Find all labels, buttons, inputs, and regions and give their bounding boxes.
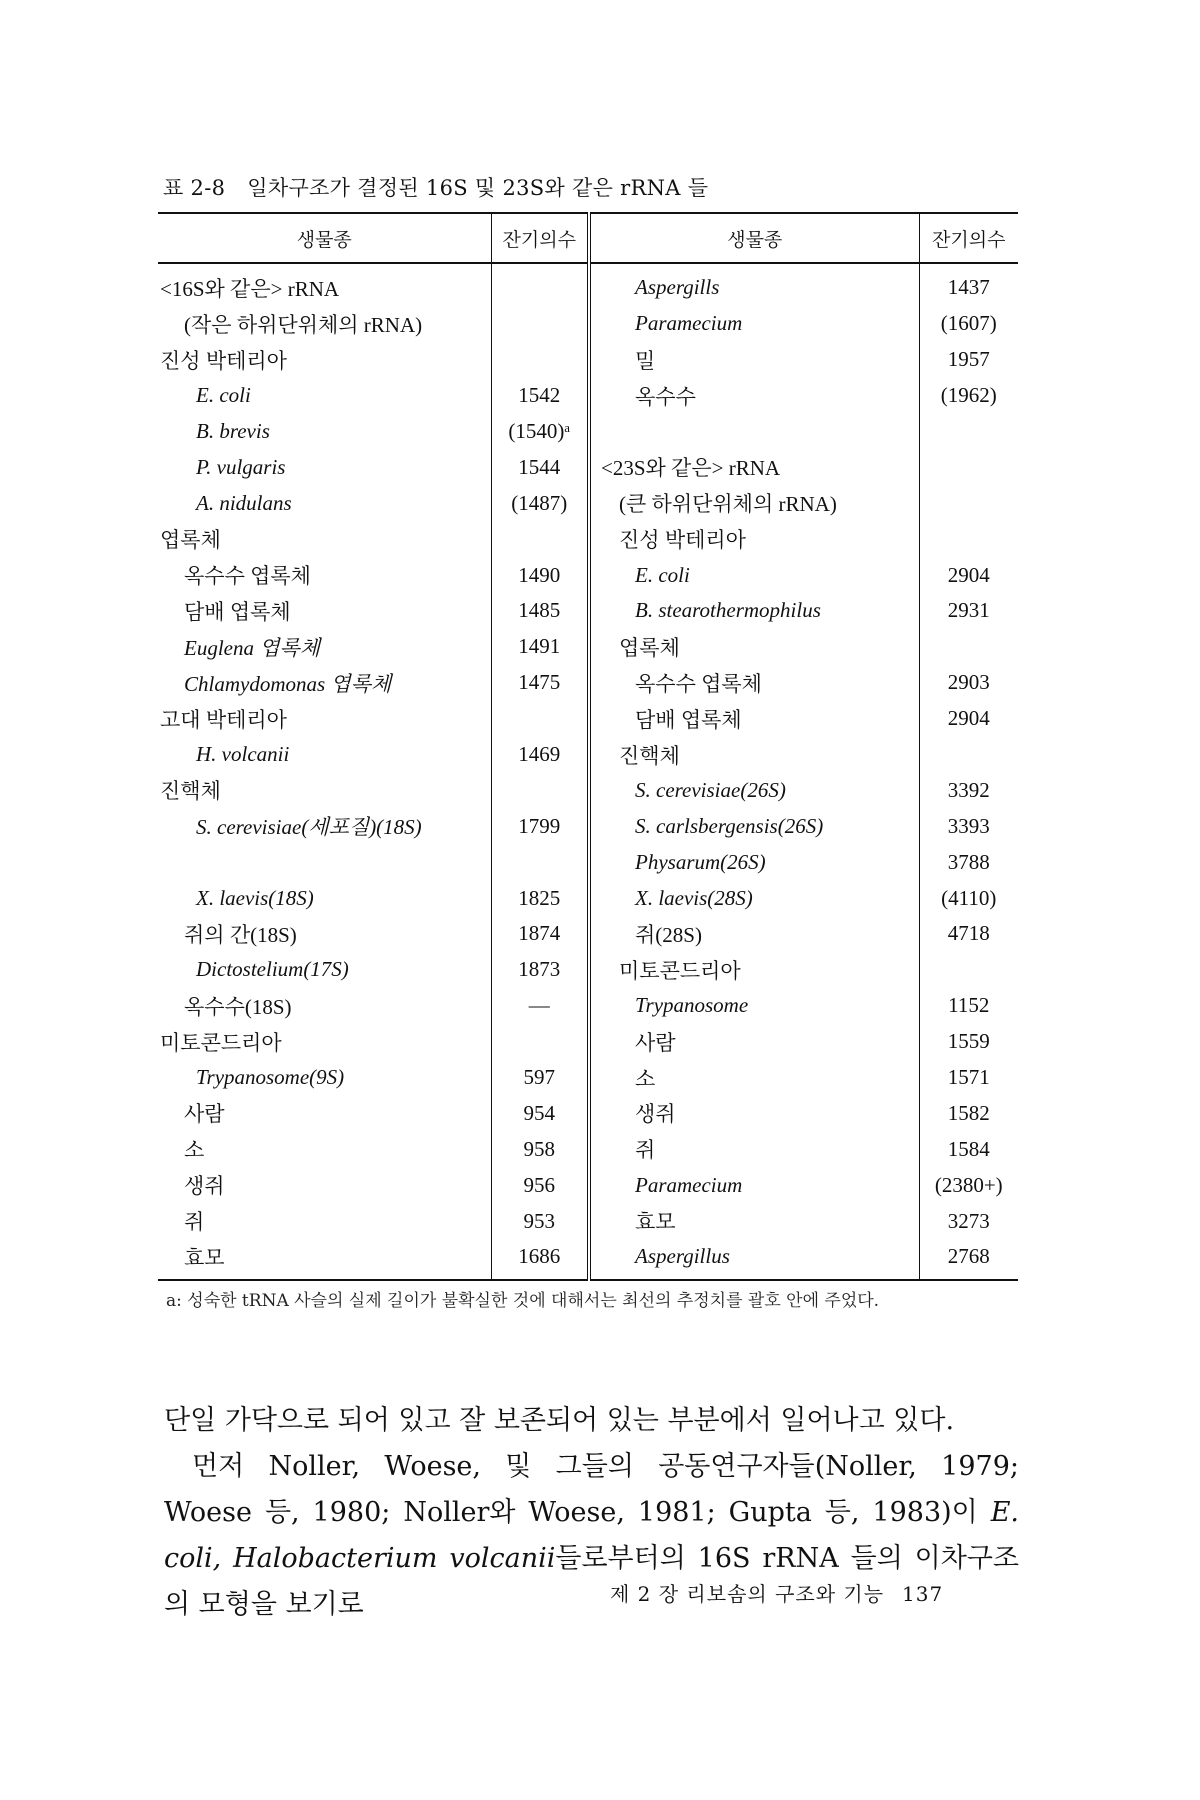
table-row [158, 593, 1018, 629]
table-row [158, 1167, 1018, 1203]
cell-residues-right: 2904 [919, 557, 1018, 593]
table-row [158, 844, 1018, 880]
cell-residues-right: 3273 [919, 1203, 1018, 1239]
cell-species-right: 진핵체 [589, 737, 919, 773]
cell-species-right: Paramecium [589, 306, 919, 342]
table-row [158, 1060, 1018, 1096]
table-row [158, 737, 1018, 773]
cell-residues-right: 1957 [919, 342, 1018, 378]
body-paragraph-part: 먼저 Noller, Woese, 및 그들의 공동연구자들(Noller, 1979; Woese 등, 1980; Noller와 Woese, 1981; Gupta 등, 1983)이 [164, 1451, 1019, 1528]
cell-species-right: 미토콘드리아 [589, 952, 919, 988]
cell-species-left: <16S와 같은> rRNA [160, 276, 340, 301]
table-title: 일차구조가 결정된 16S 및 23S와 같은 rRNA 들 [247, 176, 709, 200]
cell-residues-left: 958 [491, 1131, 589, 1167]
cell-species-left: 엽록체 [160, 528, 221, 553]
cell-residues-left [491, 342, 589, 378]
cell-species-right: 엽록체 [589, 629, 919, 665]
cell-species-right: 사람 [589, 1024, 919, 1060]
cell-residues-left [491, 844, 589, 880]
table-row [158, 1024, 1018, 1060]
cell-species-right: 소 [589, 1060, 919, 1096]
cell-residues-right: 4718 [919, 916, 1018, 952]
cell-species-right [589, 414, 919, 450]
cell-species-right: 진성 박테리아 [589, 521, 919, 557]
cell-species-left: B. brevis [196, 419, 270, 443]
table-caption [163, 172, 1023, 202]
cell-species-left: Chlamydomonas 엽록체 [184, 671, 392, 696]
table-row [158, 521, 1018, 557]
cell-residues-right: 2768 [919, 1239, 1018, 1280]
cell-residues-right: 1582 [919, 1095, 1018, 1131]
table-number: 표 2-8 [163, 176, 226, 200]
cell-species-right: Physarum(26S) [589, 844, 919, 880]
cell-species-left: 진핵체 [160, 779, 221, 804]
cell-species-left: E. coli [196, 383, 251, 408]
cell-residues-right: (2380+) [919, 1167, 1018, 1203]
table-row [158, 952, 1018, 988]
cell-species-right: Paramecium [589, 1167, 919, 1203]
cell-residues-left [491, 701, 589, 737]
cell-residues-left: 1475 [491, 665, 589, 701]
table-row [158, 1203, 1018, 1239]
cell-residues-left: 1544 [491, 449, 589, 485]
cell-species-left: 소 [184, 1138, 205, 1163]
cell-residues-left [491, 263, 589, 306]
cell-residues-right [919, 521, 1018, 557]
cell-species-left: P. vulgaris [196, 454, 286, 479]
cell-species-left: A. nidulans [196, 490, 292, 515]
cell-residues-left: 1491 [491, 629, 589, 665]
cell-residues-left [491, 1024, 589, 1060]
cell-species-left: X. laevis(18S) [196, 885, 314, 910]
page-footer [610, 1578, 943, 1607]
cell-residues-right: (1962) [919, 378, 1018, 414]
cell-species-left: 옥수수(18S) [184, 994, 292, 1019]
table-row [158, 1095, 1018, 1131]
cell-species-right: E. coli [589, 557, 919, 593]
cell-species-right: Aspergills [589, 263, 919, 306]
cell-species-left: (작은 하위단위체의 rRNA) [184, 312, 423, 337]
cell-residues-right: 1571 [919, 1060, 1018, 1096]
cell-residues-left: 954 [491, 1095, 589, 1131]
cell-species-right: 생쥐 [589, 1095, 919, 1131]
cell-species-right: (큰 하위단위체의 rRNA) [589, 485, 919, 521]
cell-residues-right: 2904 [919, 701, 1018, 737]
cell-residues-left: — [491, 988, 589, 1024]
cell-species-right: 효모 [589, 1203, 919, 1239]
cell-species-left: S. cerevisiae(세포질)(18S) [196, 815, 422, 840]
cell-residues-left [491, 306, 589, 342]
cell-residues-right: 3393 [919, 808, 1018, 844]
cell-residues-right [919, 449, 1018, 485]
body-species: E. coli, Halobacterium volcanii [164, 1497, 1019, 1574]
cell-species-right: X. laevis(28S) [589, 880, 919, 916]
table-row [158, 880, 1018, 916]
table-row [158, 378, 1018, 414]
table-row [158, 665, 1018, 701]
header-species-left: 생물종 [158, 213, 491, 263]
cell-species-left: 효모 [158, 1239, 491, 1280]
cell-residues-left: (1487) [491, 485, 589, 521]
cell-residues-left [491, 521, 589, 557]
table-row [158, 263, 1018, 306]
cell-species-left [158, 844, 491, 880]
cell-residues-left: (1540)ᵃ [491, 414, 589, 450]
cell-species-right: 옥수수 [589, 378, 919, 414]
cell-species-left: Dictostelium(17S) [196, 957, 349, 982]
cell-residues-left: 1799 [491, 808, 589, 844]
table-row [158, 342, 1018, 378]
cell-residues-left: 1485 [491, 593, 589, 629]
cell-residues-right: 1559 [919, 1024, 1018, 1060]
cell-species-right: 담배 엽록체 [589, 701, 919, 737]
table-row [158, 449, 1018, 485]
cell-residues-right: 2903 [919, 665, 1018, 701]
cell-species-right: <23S와 같은> rRNA [589, 449, 919, 485]
cell-species-right: 쥐(28S) [589, 916, 919, 952]
table-body [158, 263, 1018, 1280]
cell-species-right: Trypanosome [589, 988, 919, 1024]
cell-residues-right [919, 737, 1018, 773]
cell-species-left: 담배 엽록체 [184, 599, 291, 624]
cell-species-left: 쥐의 간(18S) [184, 922, 297, 947]
cell-residues-right: 2931 [919, 593, 1018, 629]
cell-species-left: H. volcanii [196, 742, 290, 767]
cell-residues-left: 953 [491, 1203, 589, 1239]
table-row [158, 485, 1018, 521]
cell-species-left: 고대 박테리아 [160, 707, 287, 732]
cell-species-left: 진성 박테리아 [160, 348, 287, 373]
cell-species-right: B. stearothermophilus [589, 593, 919, 629]
table-row [158, 629, 1018, 665]
cell-residues-left: 1490 [491, 557, 589, 593]
header-residues-right: 잔기의수 [919, 213, 1018, 263]
cell-species-right: S. carlsbergensis(26S) [589, 808, 919, 844]
cell-residues-left: 1873 [491, 952, 589, 988]
table-header-row [158, 213, 1018, 263]
table-row [158, 772, 1018, 808]
table-row [158, 1131, 1018, 1167]
cell-residues-right [919, 485, 1018, 521]
cell-residues-right [919, 629, 1018, 665]
cell-residues-left: 1825 [491, 880, 589, 916]
cell-residues-right: 1584 [919, 1131, 1018, 1167]
cell-species-left: 쥐 [184, 1210, 205, 1235]
cell-residues-right: 1437 [919, 263, 1018, 306]
table-row [158, 808, 1018, 844]
table-row [158, 701, 1018, 737]
running-head: 제 2 장 리보솜의 구조와 기능 [610, 1582, 885, 1606]
table-row [158, 414, 1018, 450]
table-row [158, 988, 1018, 1024]
cell-residues-right: (4110) [919, 880, 1018, 916]
cell-species-right: 밀 [589, 342, 919, 378]
body-line: 단일 가닥으로 되어 있고 잘 보존되어 있는 부분에서 일어나고 있다. [164, 1405, 955, 1436]
cell-residues-left: 1686 [491, 1239, 589, 1280]
cell-residues-left: 1542 [491, 378, 589, 414]
cell-residues-right: (1607) [919, 306, 1018, 342]
cell-species-left: 생쥐 [184, 1174, 225, 1199]
page-number: 137 [902, 1582, 944, 1606]
cell-species-left: 옥수수 엽록체 [184, 564, 311, 589]
cell-residues-left: 956 [491, 1167, 589, 1203]
cell-species-right: Aspergillus [589, 1239, 919, 1280]
cell-residues-left: 597 [491, 1060, 589, 1096]
cell-species-left: 미토콘드리아 [160, 1030, 282, 1055]
cell-species-right: 쥐 [589, 1131, 919, 1167]
cell-residues-right: 1152 [919, 988, 1018, 1024]
cell-residues-left: 1469 [491, 737, 589, 773]
cell-species-left: Trypanosome(9S) [196, 1065, 345, 1090]
table-row [158, 916, 1018, 952]
rrna-table [158, 212, 1018, 1281]
table-row [158, 306, 1018, 342]
cell-species-right: S. cerevisiae(26S) [589, 772, 919, 808]
cell-residues-right [919, 414, 1018, 450]
body-paragraph-part: 들로부터의 16S rRNA 들의 이차구조의 모형을 보기로 [164, 1543, 1019, 1620]
cell-residues-left [491, 772, 589, 808]
cell-species-left: Euglena 엽록체 [184, 635, 321, 660]
cell-species-right: 옥수수 엽록체 [589, 665, 919, 701]
table-footnote: a: 성숙한 tRNA 사슬의 실제 길이가 불확실한 것에 대해서는 최선의 추정치를 괄호 안에 주었다. [166, 1291, 880, 1311]
table-row [158, 1239, 1018, 1280]
header-residues-left: 잔기의수 [491, 213, 589, 263]
cell-residues-right: 3788 [919, 844, 1018, 880]
cell-residues-right [919, 952, 1018, 988]
header-species-right: 생물종 [589, 213, 919, 263]
cell-species-left: 사람 [184, 1102, 225, 1127]
cell-residues-right: 3392 [919, 772, 1018, 808]
table-row [158, 557, 1018, 593]
cell-residues-left: 1874 [491, 916, 589, 952]
